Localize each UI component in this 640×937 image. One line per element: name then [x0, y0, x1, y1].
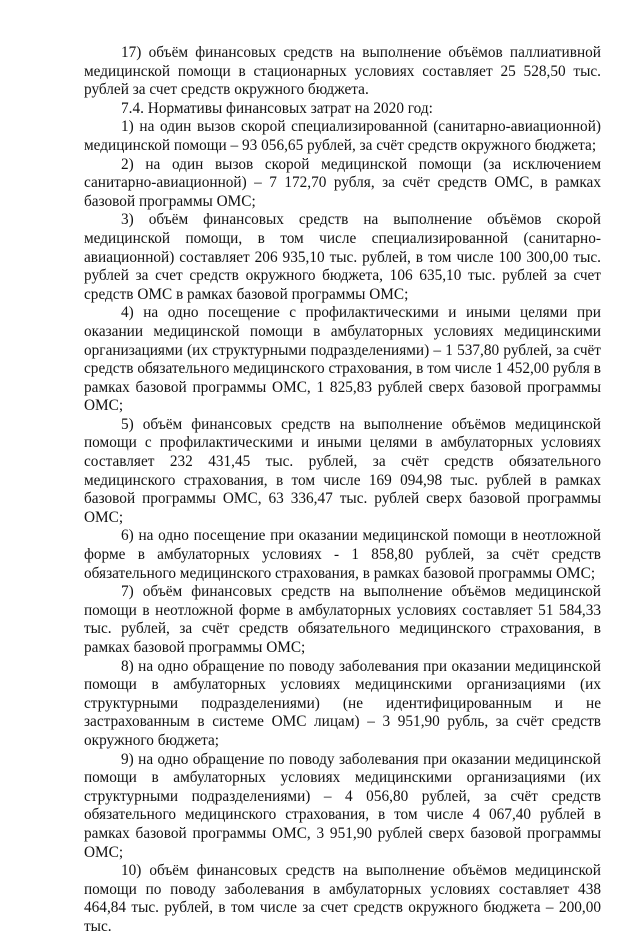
- paragraph-item-5: 5) объём финансовых средств на выполнение объёмов медицинской помощи с профилактическими и иными целями в амбулаторных условиях составляет 232 431,45 тыс. рублей, за счёт средств обязательного медицинского страхования, в том числе 169 094,98 тыс. рублей в рамках базовой программы ОМС, 63 336,47 тыс. рублей сверх базовой программы ОМС;: [84, 415, 601, 526]
- paragraph-item-17-palliative: 17) объём финансовых средств на выполнение объёмов паллиативной медицинской помощи в стационарных условиях составляет 25 528,50 тыс. рублей за счет средств окружного бюджета.: [84, 44, 601, 99]
- paragraph-item-6: 6) на одно посещение при оказании медицинской помощи в неотложной форме в амбулаторных условиях - 1 858,80 рублей, за счёт средств обязательного медицинского страхования, в рамках базовой программы ОМС;: [84, 527, 601, 582]
- paragraph-item-1: 1) на один вызов скорой специализированной (санитарно-авиационной) медицинской помощи – 93 056,65 рублей, за счёт средств окружного бюджета;: [84, 118, 601, 154]
- paragraph-item-10: 10) объём финансовых средств на выполнение объёмов медицинской помощи по поводу заболевания в амбулаторных условиях составляет 438 464,84 тыс. рублей, в том числе за счет средств окружного бюджета – 200,00 тыс.: [84, 862, 601, 935]
- section-heading-7-4: 7.4. Нормативы финансовых затрат на 2020 год:: [121, 99, 433, 117]
- paragraph-item-8: 8) на одно обращение по поводу заболевания при оказании медицинской помощи в амбулаторных условиях медицинскими организациями (их структурными подразделениями) (не идентифицированным и не застрахованным в системе ОМС лицам) – 3 951,90 рубль, за счёт средств окружного бюджета;: [84, 657, 601, 749]
- paragraph-item-7: 7) объём финансовых средств на выполнение объёмов медицинской помощи в неотложной форме в амбулаторных условиях составляет 51 584,33 тыс. рублей, за счёт средств обязательного медицинского страхования, в рамках базовой программы ОМС;: [84, 583, 601, 656]
- paragraph-item-4: 4) на одно посещение с профилактическими и иными целями при оказании медицинской помощи в амбулаторных условиях медицинскими организациями (их структурными подразделениями) – 1 537,80 рублей, за счёт средств обязательного медицинского страхования, в том числе 1 452,00 рубля в рамках базовой программы ОМС, 1 825,83 рублей сверх базовой программы ОМС;: [84, 304, 601, 415]
- paragraph-item-2: 2) на один вызов скорой медицинской помощи (за исключением санитарно-авиационной) – 7 172,70 рубля, за счёт средств ОМС, в рамках базовой программы ОМС;: [84, 155, 601, 210]
- document-page: [84, 44, 601, 937]
- paragraph-item-9: 9) на одно обращение по поводу заболевания при оказании медицинской помощи в амбулаторных условиях медицинскими организациями (их структурными подразделениями) – 4 056,80 рублей, за счёт средств обязательного медицинского страхования, в том числе 4 067,40 рублей в рамках базовой программы ОМС, 3 951,90 рублей сверх базовой программы ОМС;: [84, 750, 601, 861]
- paragraph-item-3: 3) объём финансовых средств на выполнение объёмов скорой медицинской помощи, в том числе специализированной (санитарно-авиационной) составляет 206 935,10 тыс. рублей, в том числе 100 300,00 тыс. рублей за счет средств окружного бюджета, 106 635,10 тыс. рублей за счет средств ОМС в рамках базовой программы ОМС;: [84, 211, 601, 303]
